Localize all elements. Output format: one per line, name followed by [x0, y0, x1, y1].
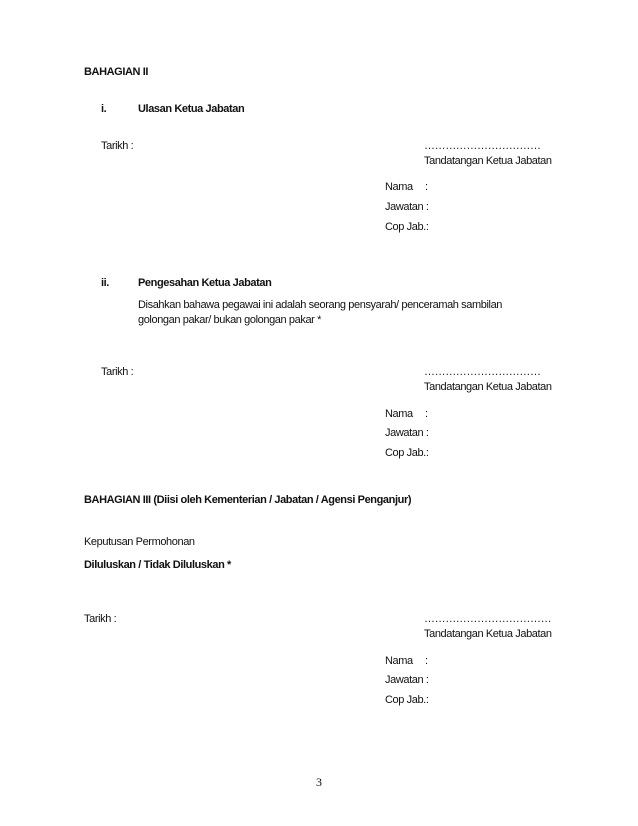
part3-decision-value: Diluluskan / Tidak Diluluskan * [84, 559, 231, 571]
section-i-signature-line: …………………………… [424, 140, 541, 152]
section-ii-nama-colon: : [425, 408, 428, 420]
section-i-jawatan-label: Jawatan : [385, 201, 429, 213]
part3-cop-label: Cop Jab.: [385, 694, 429, 706]
section-i-number: i. [101, 103, 107, 115]
section-ii-signature-label: Tandatangan Ketua Jabatan [424, 381, 552, 393]
section-i-signature-label: Tandatangan Ketua Jabatan [424, 155, 552, 167]
section-ii-date-label: Tarikh : [101, 366, 134, 378]
section-ii-jawatan-label: Jawatan : [385, 427, 429, 439]
part2-heading: BAHAGIAN II [84, 66, 149, 78]
section-ii-text-line1: Disahkan bahawa pegawai ini adalah seorang pensyarah/ penceramah sambilan [138, 299, 503, 311]
page-number: 3 [316, 775, 322, 789]
section-ii-signature-line: …………………………… [424, 366, 541, 378]
section-i-cop-label: Cop Jab.: [385, 221, 429, 233]
part3-signature-label: Tandatangan Ketua Jabatan [424, 628, 552, 640]
part3-jawatan-label: Jawatan : [385, 674, 429, 686]
section-ii-cop-label: Cop Jab.: [385, 447, 429, 459]
section-ii-title: Pengesahan Ketua Jabatan [138, 277, 272, 289]
section-i-date-label: Tarikh : [101, 140, 134, 152]
part3-heading: BAHAGIAN III (Diisi oleh Kementerian / Jabatan / Agensi Penganjur) [84, 494, 412, 506]
section-ii-text-line2: golongan pakar/ bukan golongan pakar * [138, 314, 321, 326]
section-i-nama-label: Nama [385, 181, 413, 193]
part3-nama-label: Nama [385, 655, 413, 667]
part3-date-label: Tarikh : [84, 613, 117, 625]
section-i-nama-colon: : [425, 181, 428, 193]
section-ii-number: ii. [101, 277, 109, 289]
section-i-title: Ulasan Ketua Jabatan [138, 103, 245, 115]
part3-nama-colon: : [425, 655, 428, 667]
part3-signature-line: ……………………………… [424, 613, 552, 625]
part3-decision-label: Keputusan Permohonan [84, 536, 195, 548]
section-ii-nama-label: Nama [385, 408, 413, 420]
